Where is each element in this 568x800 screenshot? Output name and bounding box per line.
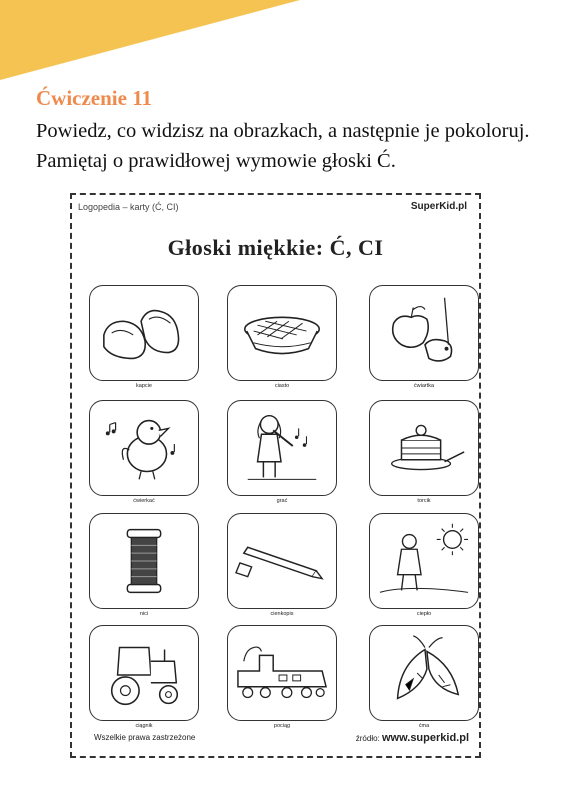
card-pociag — [227, 625, 337, 721]
card-ciasto — [227, 285, 337, 381]
pie-icon — [228, 286, 336, 380]
card-grac — [227, 400, 337, 496]
card-label: ciepło — [416, 611, 432, 617]
exercise-heading: Ćwiczenie 11 — [36, 86, 153, 110]
card-kapcie — [89, 285, 199, 381]
exercise-instruction: Powiedz, co widzisz na obrazkach, a następnie je pokoloruj. Pamiętaj o prawidłowej wymowie głoski Ć. — [36, 120, 530, 172]
source-label: źródło: — [355, 734, 380, 743]
source-url[interactable]: www.superkid.pl — [382, 732, 469, 744]
card-label: ćma — [418, 723, 430, 729]
card-cwierkac — [89, 400, 199, 496]
card-label: ciasto — [274, 383, 290, 389]
card-label: nici — [139, 611, 149, 617]
card-label: torcik — [417, 498, 431, 504]
moth-icon — [370, 626, 478, 720]
card-ciagnik — [89, 625, 199, 721]
card-cwiartka — [369, 285, 479, 381]
worksheet-title: Głoski miękkie: Ć, CI — [167, 235, 384, 260]
card-label: cienkopis — [270, 611, 294, 617]
card-nici — [89, 513, 199, 609]
fineliner-pen-icon — [228, 514, 336, 608]
worksheet-copyright: Wszelkie prawa zastrzeżone — [94, 733, 196, 742]
worksheet-brand: SuperKid.pl — [410, 201, 467, 212]
worksheet-source — [356, 732, 469, 744]
slippers-icon — [90, 286, 198, 380]
warm-weather-icon — [370, 514, 478, 608]
tractor-icon — [90, 626, 198, 720]
card-label: kapcie — [136, 383, 152, 389]
worksheet — [70, 193, 481, 758]
cake-slice-icon — [370, 401, 478, 495]
card-label: ćwiartka — [413, 383, 435, 389]
girl-playing-flute-icon — [228, 401, 336, 495]
worksheet-header-left: Logopedia – karty (Ć, CI) — [78, 202, 179, 212]
card-label: grać — [276, 498, 288, 504]
thread-spool-icon — [90, 514, 198, 608]
card-cma — [369, 625, 479, 721]
card-cieplo — [369, 513, 479, 609]
decorative-corner-band — [0, 0, 568, 90]
train-icon — [228, 626, 336, 720]
card-cienkopis — [227, 513, 337, 609]
apple-quarter-icon — [370, 286, 478, 380]
chirping-bird-icon — [90, 401, 198, 495]
card-label: ćwierkać — [133, 498, 155, 504]
card-torcik — [369, 400, 479, 496]
card-label: pociąg — [273, 723, 291, 729]
card-label: ciągnik — [135, 723, 153, 729]
